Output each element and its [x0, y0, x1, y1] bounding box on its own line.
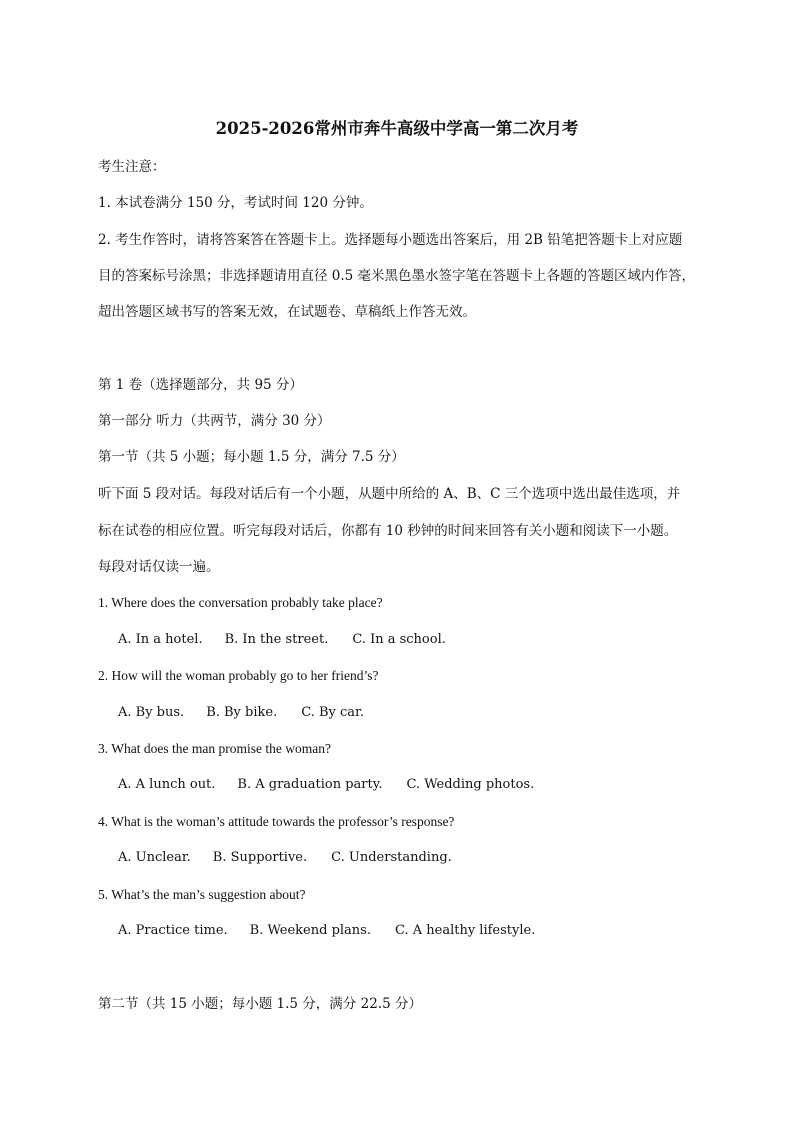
volume-heading: 第 1 卷（选择题部分，共 95 分） [98, 377, 303, 393]
option-c: C. Understanding. [331, 850, 452, 865]
option-b: B. A graduation party. [237, 777, 383, 792]
part-heading: 第一部分 听力（共两节，满分 30 分） [98, 413, 331, 429]
option-b: B. Supportive. [212, 850, 308, 865]
option-a: A. By bus. [118, 705, 185, 720]
question-3-options [118, 775, 534, 795]
instructions-line-1: 听下面 5 段对话。每段对话后有一个小题，从题中所给的 A、B、C 三个选项中选出最佳选项，并 [98, 486, 681, 502]
notice-item-2-line-3: 超出答题区域书写的答案无效，在试题卷、草稿纸上作答无效。 [98, 304, 476, 320]
instructions-line-2: 标在试卷的相应位置。听完每段对话后，你都有 10 秒钟的时间来回答有关小题和阅读下一小题。 [98, 523, 678, 539]
option-b: B. Weekend plans. [249, 923, 371, 938]
option-c: C. A healthy lifestyle. [394, 923, 536, 938]
notice-item-1: 1. 本试卷满分 150 分，考试时间 120 分钟。 [98, 195, 373, 211]
option-b: B. By bike. [206, 705, 278, 720]
question-1-options [118, 630, 446, 650]
option-b: B. In the street. [224, 632, 329, 647]
question-4-stem: 4. What is the woman’s attitude towards the professor’s response? [98, 814, 455, 829]
question-4-options [118, 848, 452, 868]
question-5-options [118, 921, 535, 941]
notice-item-2-line-2: 目的答案标号涂黑；非选择题请用直径 0.5 毫米黑色墨水签字笔在答题卡上各题的答题区域内作答， [98, 268, 696, 284]
option-a: A. In a hotel. [118, 632, 203, 647]
question-5-stem: 5. What’s the man’s suggestion about? [98, 887, 306, 902]
option-c: C. Wedding photos. [406, 777, 535, 792]
option-a: A. Practice time. [118, 923, 228, 938]
option-a: A. A lunch out. [118, 777, 216, 792]
notice-heading: 考生注意： [98, 159, 166, 175]
question-2-stem: 2. How will the woman probably go to her friend’s? [98, 668, 379, 683]
option-a: A. Unclear. [118, 850, 191, 865]
exam-title: 2025-2026常州市奔牛高级中学高一第二次月考 [215, 119, 579, 138]
question-3-stem: 3. What does the man promise the woman? [98, 741, 331, 756]
question-1-stem: 1. Where does the conversation probably take place? [98, 595, 383, 610]
section-2-heading: 第二节（共 15 小题；每小题 1.5 分，满分 22.5 分） [98, 996, 422, 1012]
option-c: C. In a school. [352, 632, 446, 647]
instructions-line-3: 每段对话仅读一遍。 [98, 559, 220, 575]
section-1-heading: 第一节（共 5 小题；每小题 1.5 分，满分 7.5 分） [98, 449, 405, 465]
notice-item-2-line-1: 2. 考生作答时，请将答案答在答题卡上。选择题每小题选出答案后，用 2B 铅笔把答题卡上对应题 [98, 232, 683, 248]
question-2-options [118, 703, 364, 723]
option-c: C. By car. [301, 705, 364, 720]
